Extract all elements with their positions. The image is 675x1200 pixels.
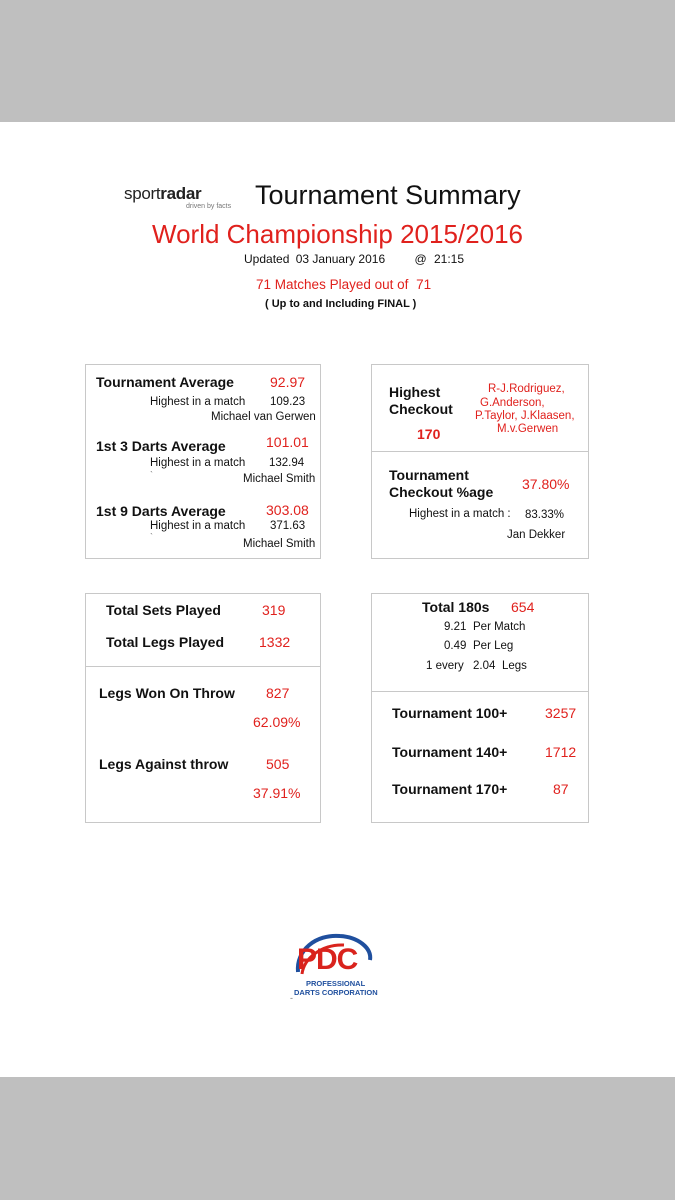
pdc-logo-text: PDC xyxy=(297,943,358,976)
checkout-pct-value: 37.80% xyxy=(522,476,570,492)
matches-line: 71 Matches Played out of 71 xyxy=(256,277,432,292)
tournament-140-value: 1712 xyxy=(545,744,577,760)
first3-stray-mark: ` xyxy=(150,470,153,480)
total-180s-value: 654 xyxy=(511,599,535,615)
per-leg-label: Per Leg xyxy=(473,640,514,652)
total-legs-value: 1332 xyxy=(259,634,291,650)
checkout-players-3: P.Taylor, J.Klaasen, xyxy=(475,410,575,422)
tournament-average-label: Tournament Average xyxy=(96,374,234,390)
sets-legs-divider xyxy=(85,666,321,667)
scores-divider xyxy=(371,691,589,692)
checkout-pct-label-2: Checkout %age xyxy=(389,484,494,500)
checkout-pct-label-1: Tournament xyxy=(389,467,469,483)
legs-against-pct: 37.91% xyxy=(253,785,301,801)
first9-player: Michael Smith xyxy=(243,538,316,550)
total-180s-label: Total 180s xyxy=(422,599,490,615)
highest-checkout-label-1: Highest xyxy=(389,384,441,400)
pdc-logo xyxy=(292,928,376,1000)
pdc-org-line-1: PROFESSIONAL xyxy=(306,979,366,988)
first9-high-label: Highest in a match xyxy=(150,520,246,532)
total-sets-label: Total Sets Played xyxy=(106,602,221,618)
legs-against-label: Legs Against throw xyxy=(99,756,229,772)
total-sets-value: 319 xyxy=(262,602,286,618)
pdc-org-line-2: DARTS CORPORATION xyxy=(294,988,378,997)
sportradar-tagline: driven by facts xyxy=(186,203,232,210)
legs-against-value: 505 xyxy=(266,756,290,772)
tournament-average-player: Michael van Gerwen xyxy=(211,411,316,423)
first9-average-value: 303.08 xyxy=(266,502,309,518)
legs-won-label: Legs Won On Throw xyxy=(99,685,235,701)
highest-checkout-label-2: Checkout xyxy=(389,401,453,417)
first9-high-value: 371.63 xyxy=(270,520,306,532)
checkout-pct-high-label: Highest in a match : xyxy=(409,508,511,520)
page-subtitle: World Championship 2015/2016 xyxy=(152,219,523,249)
checkout-players-1: R-J.Rodriguez, xyxy=(488,383,565,395)
checkout-players-4: M.v.Gerwen xyxy=(497,423,559,435)
per-match-label: Per Match xyxy=(473,621,526,633)
first3-average-label: 1st 3 Darts Average xyxy=(96,438,226,454)
legs-won-pct: 62.09% xyxy=(253,714,301,730)
page-title: Tournament Summary xyxy=(255,180,521,210)
tournament-100-label: Tournament 100+ xyxy=(392,705,508,721)
bottom-bar xyxy=(0,1077,675,1200)
every-value: 2.04 xyxy=(473,660,496,672)
total-legs-label: Total Legs Played xyxy=(106,634,224,650)
highest-checkout-value: 170 xyxy=(417,426,441,442)
first3-average-value: 101.01 xyxy=(266,434,309,450)
first3-high-label: Highest in a match xyxy=(150,457,246,469)
checkout-pct-high-player: Jan Dekker xyxy=(507,529,566,541)
legs-won-value: 827 xyxy=(266,685,290,701)
first9-stray-mark: ` xyxy=(150,532,153,542)
first3-player: Michael Smith xyxy=(243,473,316,485)
first9-average-label: 1st 9 Darts Average xyxy=(96,503,226,519)
updated-line: Updated 03 January 2016 @ 21:15 xyxy=(244,252,465,266)
per-match-value: 9.21 xyxy=(444,621,467,633)
tournament-170-label: Tournament 170+ xyxy=(392,781,508,797)
every-label: 1 every xyxy=(426,660,464,672)
footer-stray-mark: - xyxy=(290,993,293,1003)
scope-note: ( Up to and Including FINAL ) xyxy=(265,298,417,310)
tournament-170-value: 87 xyxy=(553,781,569,797)
tournament-average-value: 92.97 xyxy=(270,374,306,390)
top-bar xyxy=(0,0,675,122)
checkout-players-2: G.Anderson, xyxy=(480,397,545,409)
tournament-average-high-value: 109.23 xyxy=(270,396,306,408)
every-unit: Legs xyxy=(502,660,527,672)
tournament-140-label: Tournament 140+ xyxy=(392,744,508,760)
per-leg-value: 0.49 xyxy=(444,640,467,652)
tournament-100-value: 3257 xyxy=(545,705,577,721)
tournament-average-high-label: Highest in a match xyxy=(150,396,246,408)
sportradar-logo: sportradar xyxy=(124,184,202,203)
checkout-divider xyxy=(371,451,589,452)
first3-high-value: 132.94 xyxy=(269,457,305,469)
checkout-pct-high-value: 83.33% xyxy=(525,509,565,521)
